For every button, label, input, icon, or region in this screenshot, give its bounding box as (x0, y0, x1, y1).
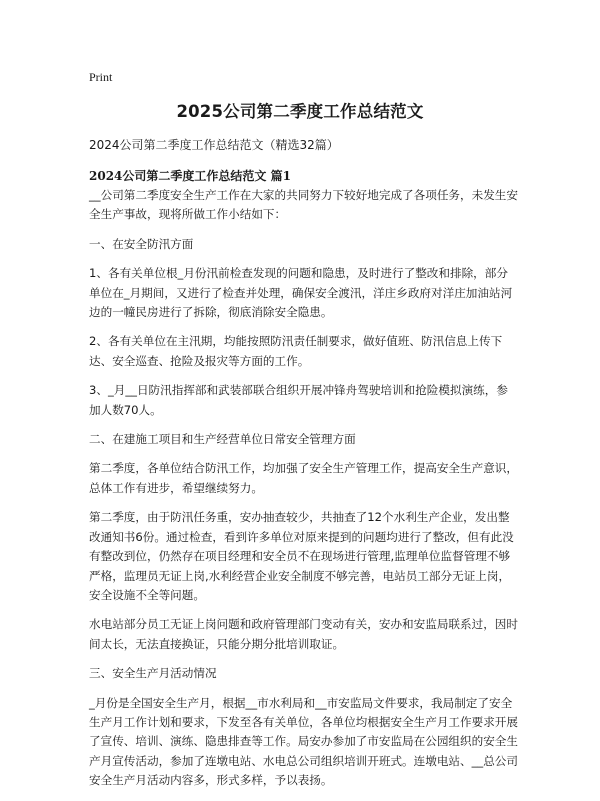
paragraph-flood-3: 3、_月__日防汛指挥部和武装部联合组织开展冲锋舟驾驶培训和抢险模拟演练，参加人数70人。 (89, 383, 508, 417)
paragraph-construction-2: 第二季度，由于防汛任务重，安办抽查较少，共抽查了12个水利生产企业，发出整改通知书6份。通过检查，看到许多单位对原来提到的问题均进行了整改，但有此没有整改到位，仍然存在项目经理和安全员不在现场进行管理,监理单位监督管理不够严格，监理员无证上岗,水利经营企业安全制度不够完善，电站员工部分无证上岗，安全设施不全等问题。 (89, 510, 514, 602)
document-subtitle: 2024公司第二季度工作总结范文（精选32篇） (89, 138, 339, 152)
page-title: 2025公司第二季度工作总结范文 (176, 102, 424, 121)
paragraph-flood-2: 2、各有关单位在主汛期，均能按照防汛责任制要求，做好值班、防汛信息上传下达、安全巡查、抢险及报灾等方面的工作。 (89, 334, 503, 368)
heading-safety-month: 三、安全生产月活动情况 (89, 666, 217, 681)
paragraph-intro: __公司第二季度安全生产工作在大家的共同努力下较好地完成了各项任务，未发生安全生产事故，现将所做工作小结如下： (89, 188, 518, 222)
paragraph-flood-1: 1、各有关单位根_月份汛前检查发现的问题和隐患，及时进行了整改和排除，部分单位在_月期间，又进行了检查并处理，确保安全渡汛，洋庄乡政府对洋庄加油站河边的一幢民房进行了拆除，彻底消除安全隐患。 (89, 266, 513, 320)
paragraph-safety-month: _月份是全国安全生产月，根据__市水利局和__市安监局文件要求，我局制定了安全生产月工作计划和要求，下发至各有关单位，各单位均根据安全生产月工作要求开展了宣传、培训、演练、隐患排查等工作。局安办参加了市安监局在公园组织的安全生产月宣传活动，参加了连墩电站、水电总公司组织培训开班式。连墩电站、__总公司安全生产月活动内容多，形式多样，予以表扬。 (89, 695, 518, 788)
paragraph-construction-1: 第二季度，各单位结合防汛工作，均加强了安全生产管理工作，提高安全生产意识，总体工作有进步，希望继续努力。 (89, 461, 518, 495)
heading-flood-safety: 一、在安全防汛方面 (89, 236, 194, 251)
section-title: 2024公司第二季度工作总结范文 篇1 (89, 169, 291, 183)
print-label[interactable]: Print (89, 70, 113, 84)
document-body (89, 186, 519, 801)
paragraph-construction-3: 水电站部分员工无证上岗问题和政府管理部门变动有关，安办和安监局联系过，因时间太长，无法直接换证，只能分期分批培训取证。 (89, 617, 518, 651)
heading-construction-safety: 二、在建施工项目和生产经营单位日常安全管理方面 (89, 432, 356, 447)
